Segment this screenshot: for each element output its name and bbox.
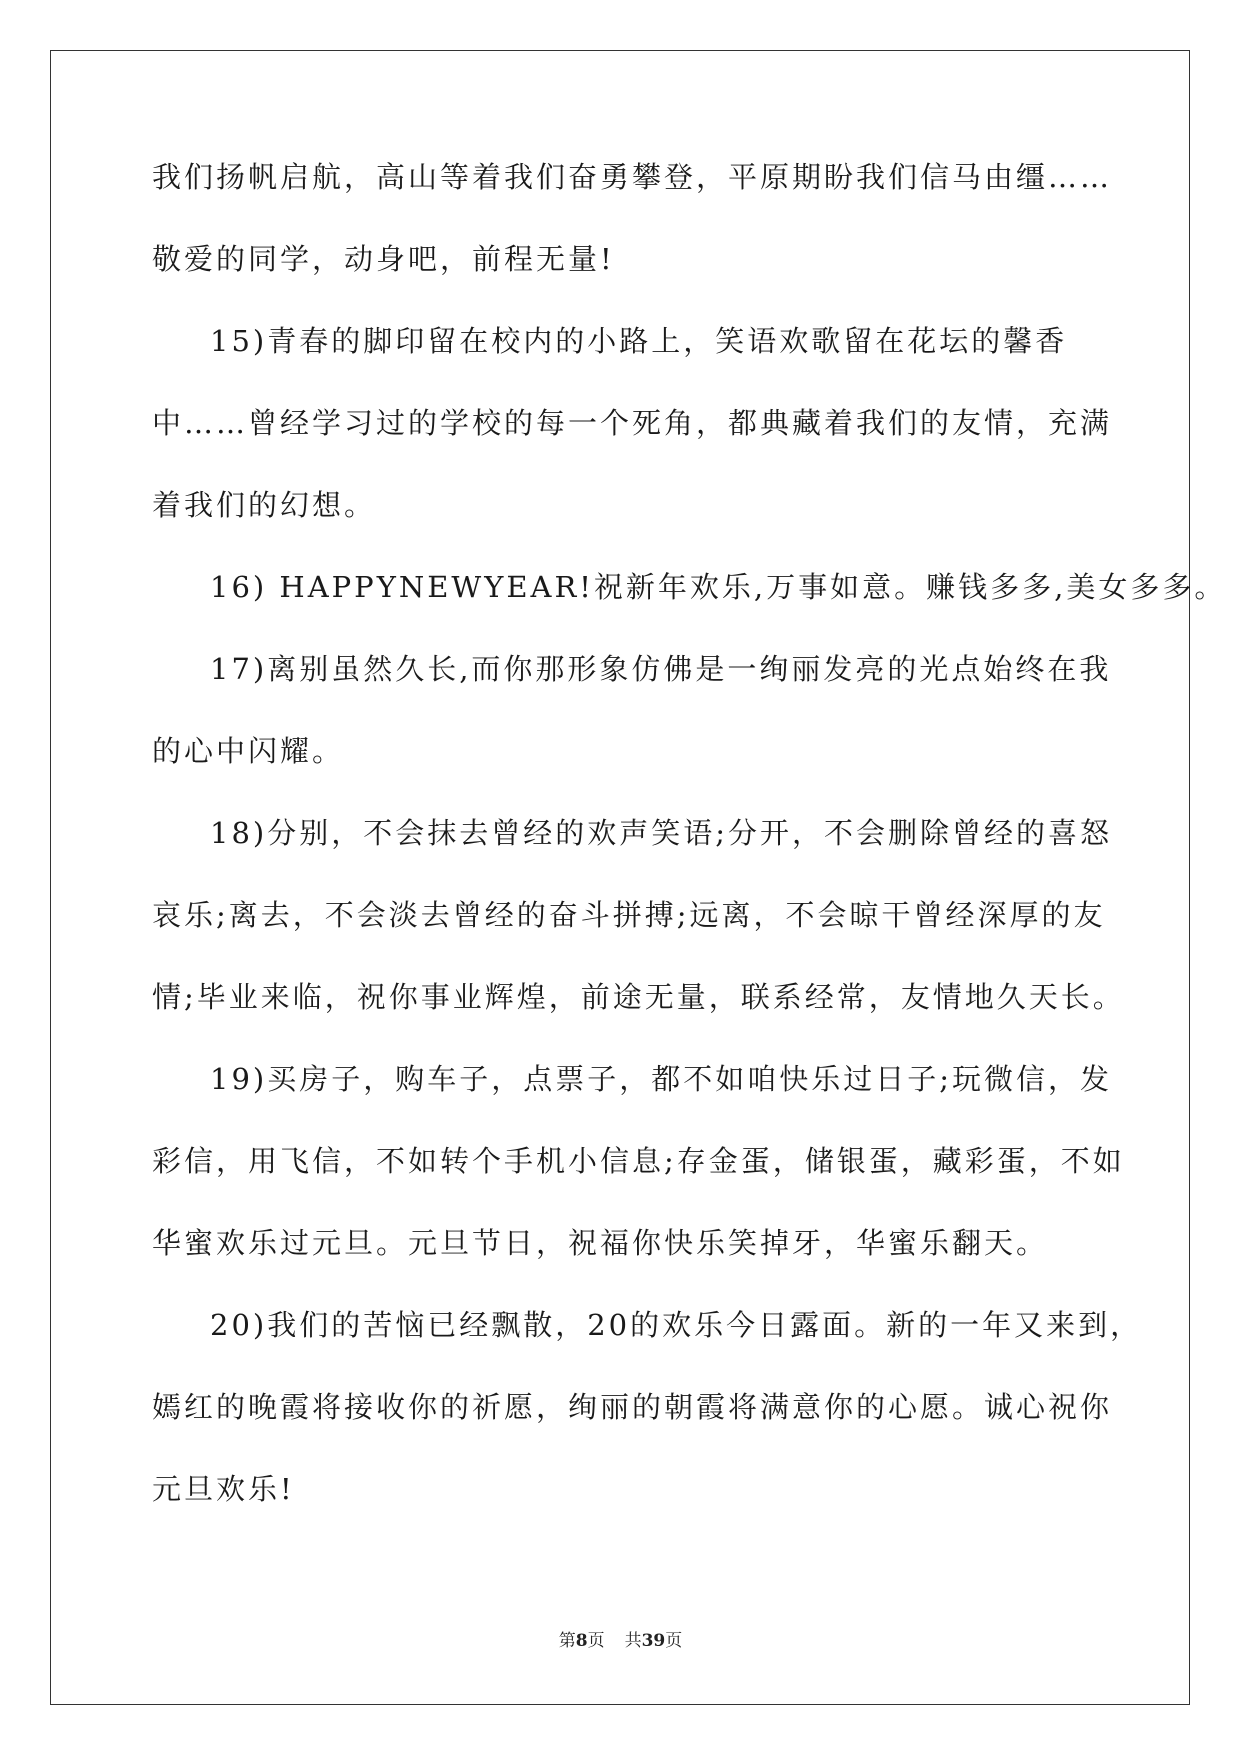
document-body	[152, 160, 1227, 1554]
text-line: 中……曾经学习过的学校的每一个死角，都典藏着我们的友情，充满	[152, 406, 1113, 440]
total-suffix: 页	[665, 1631, 683, 1651]
page-prefix: 第	[558, 1631, 576, 1651]
page-number: 8	[575, 1631, 588, 1651]
page-footer	[0, 1630, 1241, 1652]
text-line: 彩信，用飞信，不如转个手机小信息;存金蛋，储银蛋，藏彩蛋，不如	[152, 1144, 1125, 1178]
text-line: 的心中闪耀。	[152, 734, 345, 768]
paragraph-16-first-line: 16) HAPPYNEWYEAR!祝新年欢乐,万事如意。赚钱多多,美女多多。	[210, 570, 1227, 604]
text-line: 元旦欢乐!	[152, 1472, 295, 1506]
paragraph-15-first-line: 15)青春的脚印留在校内的小路上，笑语欢歌留在花坛的馨香	[210, 324, 1068, 358]
total-prefix: 共	[624, 1631, 642, 1651]
page-suffix: 页	[587, 1631, 605, 1651]
text-line: 哀乐;离去，不会淡去曾经的奋斗拼搏;远离，不会晾干曾经深厚的友	[152, 898, 1106, 932]
text-line: 着我们的幻想。	[152, 488, 377, 522]
text-line: 我们扬帆启航，高山等着我们奋勇攀登，平原期盼我们信马由缰……	[152, 160, 1113, 194]
paragraph-19-first-line: 19)买房子，购车子，点票子，都不如咱快乐过日子;玩微信，发	[210, 1062, 1112, 1096]
total-pages: 39	[641, 1631, 666, 1651]
text-line: 嫣红的晚霞将接收你的祈愿，绚丽的朝霞将满意你的心愿。诚心祝你	[152, 1390, 1113, 1424]
paragraph-17-first-line: 17)离别虽然久长,而你那形象仿佛是一绚丽发亮的光点始终在我	[210, 652, 1112, 686]
paragraph-20-first-line: 20)我们的苦恼已经飘散，20的欢乐今日露面。新的一年又来到，	[210, 1308, 1143, 1342]
text-line: 敬爱的同学，动身吧，前程无量!	[152, 242, 615, 276]
paragraph-18-first-line: 18)分别，不会抹去曾经的欢声笑语;分开，不会删除曾经的喜怒	[210, 816, 1112, 850]
text-line: 华蜜欢乐过元旦。元旦节日，祝福你快乐笑掉牙，华蜜乐翻天。	[152, 1226, 1049, 1260]
text-line: 情;毕业来临，祝你事业辉煌，前途无量，联系经常，友情地久天长。	[152, 980, 1125, 1014]
